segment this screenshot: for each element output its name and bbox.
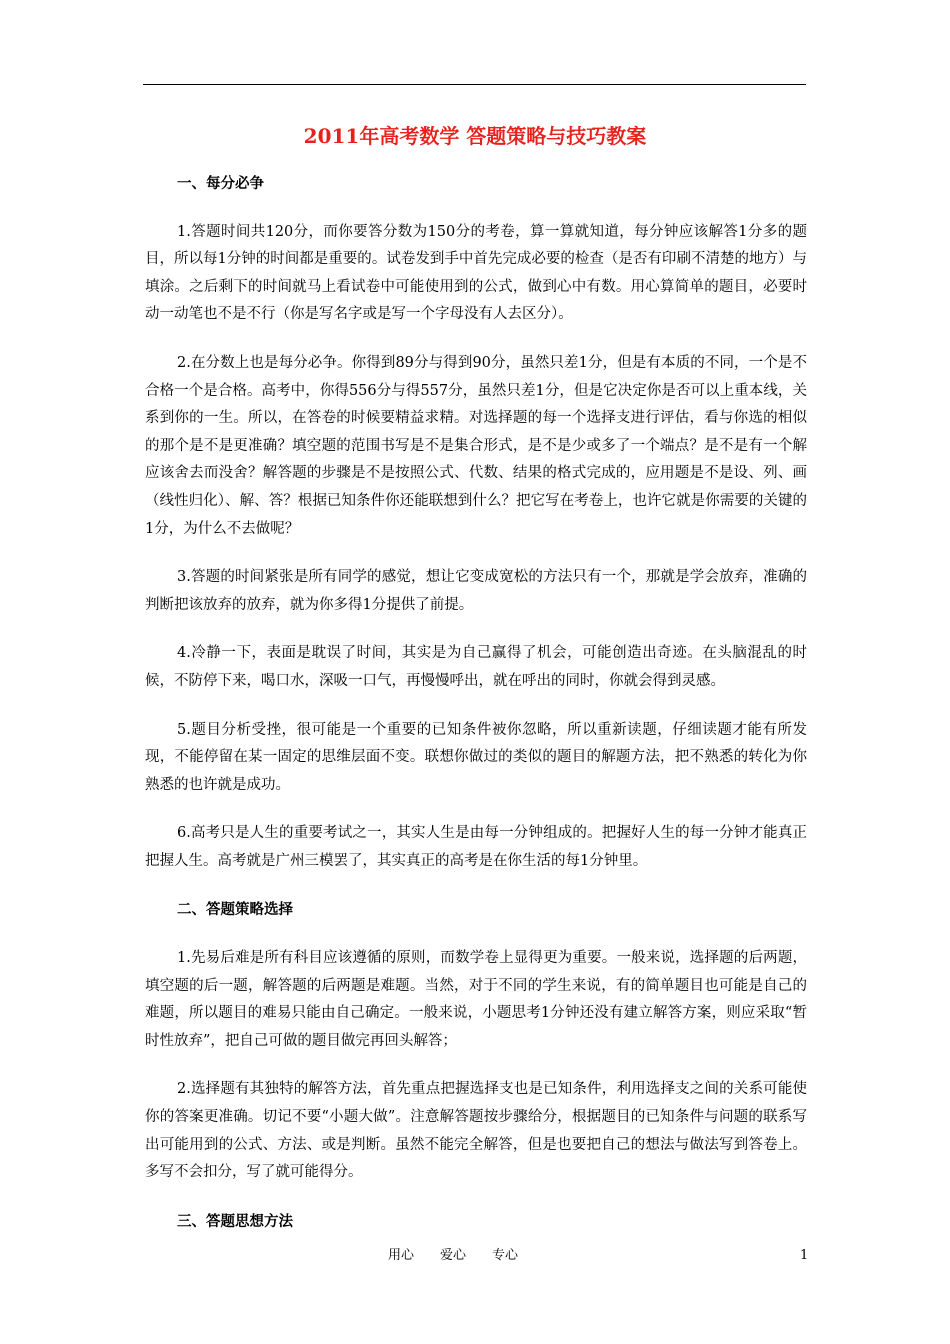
- document-title: 2011年高考数学 答题策略与技巧教案: [303, 124, 647, 148]
- paragraph: 2.选择题有其独特的解答方法，首先重点把握选择支也是已知条件，利用选择支之间的关系可能使你的答案更准确。切记不要“小题大做”。注意解答题按步骤给分，根据题目的已知条件与问题的联系写出可能用到的公式、方法、或是判断。虽然不能完全解答，但是也要把自己的想法与做法写到答卷上。多写不会扣分，写了就可能得分。: [145, 1081, 807, 1181]
- paragraph: 1.先易后难是所有科目应该遵循的原则，而数学卷上显得更为重要。一般来说，选择题的后两题，填空题的后一题，解答题的后两题是难题。当然，对于不同的学生来说，有的简单题目也可能是自己的难题，所以题目的难易只能由自己确定。一般来说，小题思考1分钟还没有建立解答方案，则应采取“暂时性放弃”，把自己可做的题目做完再回头解答；: [145, 950, 807, 1049]
- footer-motto: [388, 1246, 544, 1266]
- section-heading: 二、答题策略选择: [177, 901, 293, 919]
- paragraph: 1.答题时间共120分，而你要答分数为150分的考卷，算一算就知道，每分钟应该解答1分多的题目，所以每1分钟的时间都是重要的。试卷发到手中首先完成必要的检查（是否有印刷不清楚的地方）与填涂。之后剩下的时间就马上看试卷中可能使用到的公式，做到心中有数。用心算简单的题目，必要时动一动笔也不是不行（你是写名字或是写一个字母没有人去区分）。: [145, 223, 807, 323]
- paragraph: 3.答题的时间紧张是所有同学的感觉，想让它变成宽松的方法只有一个，那就是学会放弃，准确的判断把该放弃的放弃，就为你多得1分提供了前提。: [145, 569, 807, 613]
- header-rule: [143, 84, 806, 85]
- footer-motto-word: 用心: [388, 1248, 415, 1263]
- document-body: [145, 170, 807, 1235]
- section-heading: 一、每分必争: [177, 175, 264, 192]
- footer-motto-word: 专心: [492, 1248, 519, 1263]
- section-heading: 三、答题思想方法: [177, 1212, 293, 1230]
- paragraph: 4.冷静一下，表面是耽误了时间，其实是为自己赢得了机会，可能创造出奇迹。在头脑混乱的时候，不防停下来，喝口水，深吸一口气，再慢慢呼出，就在呼出的同时，你就会得到灵感。: [145, 645, 807, 689]
- footer-motto-word: 爱心: [440, 1248, 467, 1263]
- paragraph: 2.在分数上也是每分必争。你得到89分与得到90分，虽然只差1分，但是有本质的不同，一个是不合格一个是合格。高考中，你得556分与得557分，虽然只差1分，但是它决定你是否可以上重本线，关系到你的一生。所以，在答卷的时候要精益求精。对选择题的每一个选择支进行评估，看与你选的相似的那个是不是更准确？填空题的范围书写是不是集合形式，是不是少或多了一个端点？是不是有一个解应该舍去而没舍？解答题的步骤是不是按照公式、代数、结果的格式完成的，应用题是不是设、列、画（线性归化）、解、答？根据已知条件你还能联想到什么？把它写在考卷上，也许它就是你需要的关键的1分，为什么不去做呢？: [145, 354, 807, 537]
- page-number: 1: [800, 1248, 809, 1263]
- paragraph: 6.高考只是人生的重要考试之一，其实人生是由每一分钟组成的。把握好人生的每一分钟才能真正把握人生。高考就是广州三模罢了，其实真正的高考是在你生活的每1分钟里。: [145, 825, 807, 869]
- paragraph: 5.题目分析受挫，很可能是一个重要的已知条件被你忽略，所以重新读题，仔细读题才能有所发现，不能停留在某一固定的思维层面不变。联想你做过的类似的题目的解题方法，把不熟悉的转化为你熟悉的也许就是成功。: [145, 721, 807, 793]
